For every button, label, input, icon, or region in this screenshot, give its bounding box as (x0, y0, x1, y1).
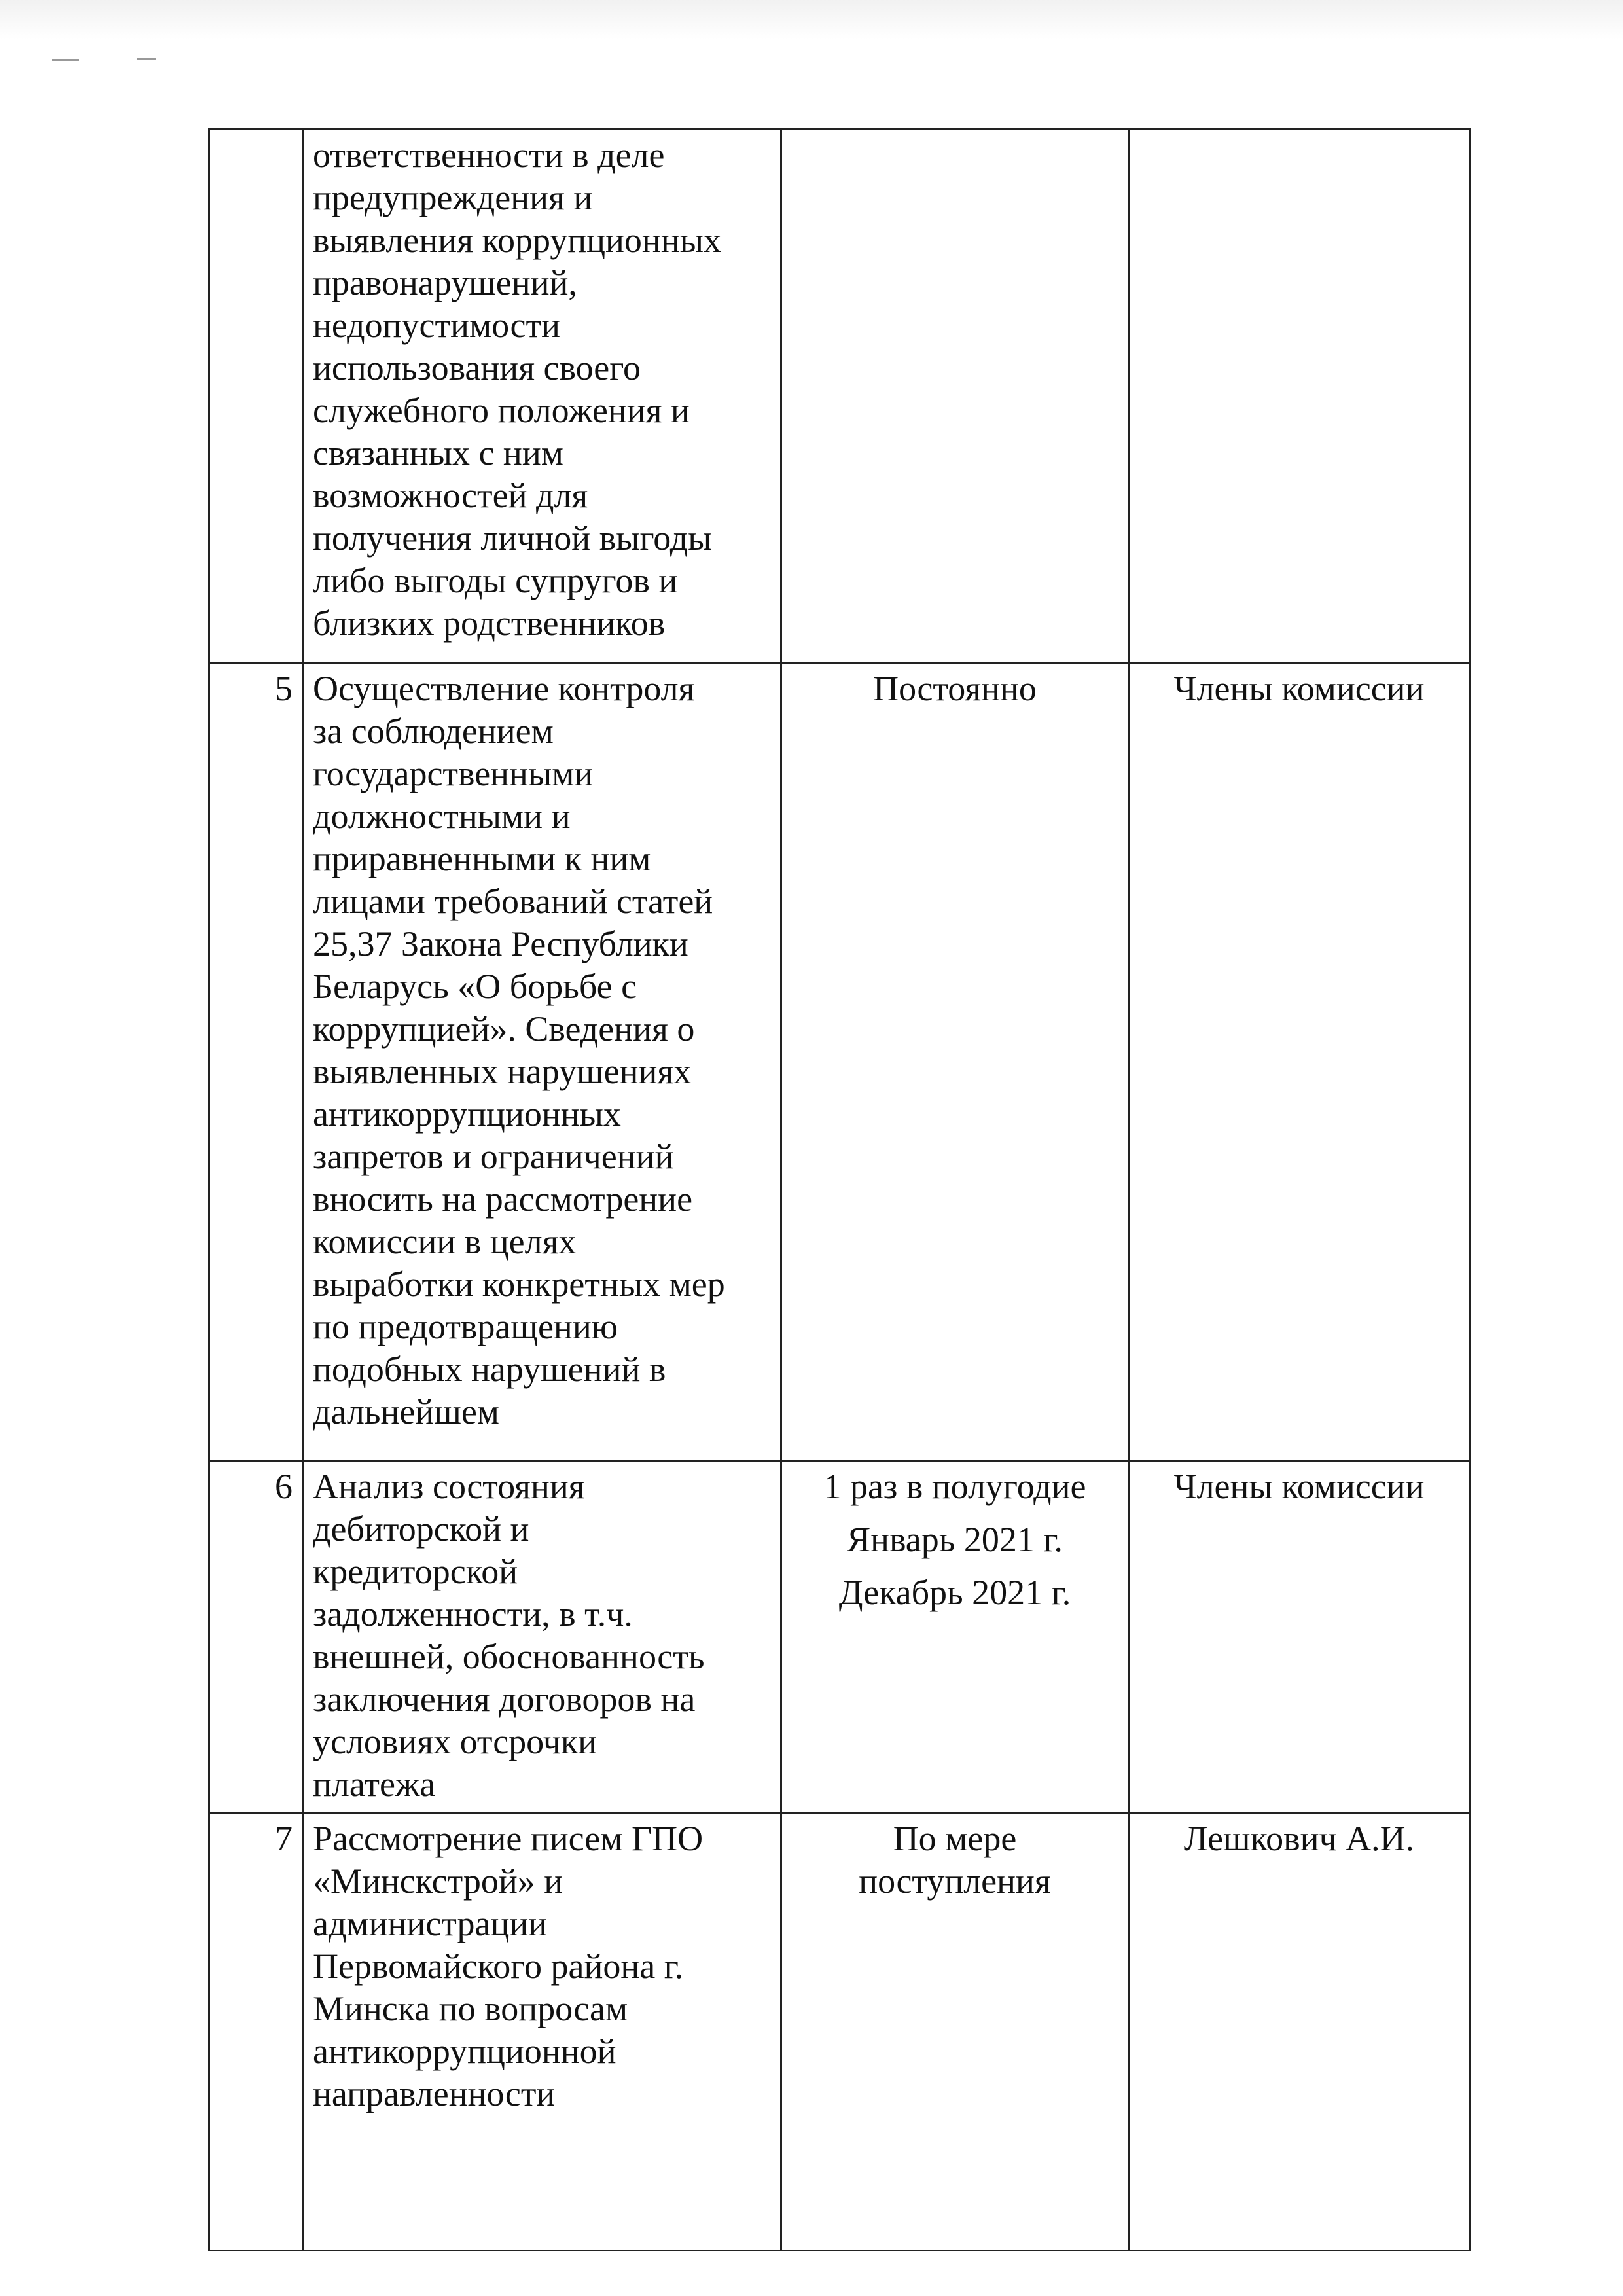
activity-line: дебиторской и (313, 1509, 529, 1549)
scan-artifact-mark (137, 58, 156, 60)
activity-line: либо выгоды супругов и (313, 561, 678, 600)
responsible-cell (1129, 1461, 1470, 1813)
term-line: поступления (859, 1861, 1051, 1901)
activity-line: государственными (313, 754, 594, 793)
responsible-text: Члены комиссии (1173, 669, 1425, 708)
activity-line: «Минскстрой» и (313, 1861, 563, 1901)
activity-line: Беларусь «О борьбе с (313, 967, 637, 1006)
activity-line: недопустимости (313, 306, 560, 345)
activity-line: задолженности, в т.ч. (313, 1594, 633, 1634)
activity-line: запретов и ограничений (313, 1137, 674, 1176)
activity-line: за соблюдением (313, 711, 554, 751)
activity-line: внешней, обоснованность (313, 1637, 705, 1676)
activity-cell (303, 663, 781, 1461)
activity-line: близких родственников (313, 603, 666, 643)
activity-line: заключения договоров на (313, 1679, 696, 1719)
activity-line: получения личной выгоды (313, 518, 712, 558)
activity-line: выявления коррупционных (313, 221, 722, 260)
activity-line: вносить на рассмотрение (313, 1179, 693, 1219)
responsible-text: Члены комиссии (1173, 1467, 1425, 1506)
activity-line: администрации (313, 1904, 548, 1943)
activity-line: должностными и (313, 797, 571, 836)
activity-line: направленности (313, 2074, 556, 2113)
responsible-cell (1129, 663, 1470, 1461)
scan-artifact-mark (52, 59, 79, 61)
row-number: 5 (275, 669, 293, 708)
activity-line: служебного положения и (313, 391, 690, 430)
term-cell (781, 663, 1129, 1461)
activity-cell (303, 1461, 781, 1813)
table-row (209, 130, 1470, 663)
row-number: 7 (275, 1819, 293, 1858)
term-cell (781, 1813, 1129, 2251)
term-line: 1 раз в полугодие (823, 1467, 1086, 1506)
activity-cell (303, 1813, 781, 2251)
activity-line: приравненными к ним (313, 839, 651, 878)
responsible-cell (1129, 130, 1470, 663)
activity-line: Анализ состояния (313, 1467, 585, 1506)
plan-table-container (208, 128, 1471, 2251)
activity-cell (303, 130, 781, 663)
table-row (209, 1813, 1470, 2251)
activity-line: условиях отсрочки (313, 1722, 597, 1761)
activity-line: ответственности в деле (313, 135, 665, 175)
activity-line: Рассмотрение писем ГПО (313, 1819, 704, 1858)
activity-line: выявленных нарушениях (313, 1052, 692, 1091)
activity-line: 25,37 Закона Республики (313, 924, 688, 963)
term-line: Январь 2021 г. (847, 1520, 1063, 1559)
activity-line: Осуществление контроля (313, 669, 695, 708)
row-number-cell (209, 1813, 303, 2251)
anticorruption-plan-table (208, 128, 1471, 2251)
activity-line: Первомайского района г. (313, 1946, 684, 1986)
activity-line: подобных нарушений в (313, 1350, 666, 1389)
row-number-cell (209, 663, 303, 1461)
responsible-cell (1129, 1813, 1470, 2251)
activity-line: использования своего (313, 348, 641, 387)
activity-line: кредиторской (313, 1552, 518, 1591)
activity-line: коррупцией». Сведения о (313, 1009, 695, 1049)
term-cell (781, 1461, 1129, 1813)
scan-artifact-band (0, 0, 1623, 39)
activity-line: Минска по вопросам (313, 1989, 628, 2028)
activity-line: возможностей для (313, 476, 588, 515)
row-number-cell (209, 1461, 303, 1813)
activity-line: антикоррупционной (313, 2032, 616, 2071)
activity-line: лицами требований статей (313, 882, 713, 921)
activity-line: выработки конкретных мер (313, 1265, 725, 1304)
activity-line: по предотвращению (313, 1307, 618, 1346)
table-row (209, 663, 1470, 1461)
activity-line: комиссии в целях (313, 1222, 577, 1261)
term-line: Постоянно (873, 669, 1037, 708)
term-line: По мере (893, 1819, 1017, 1858)
term-cell (781, 130, 1129, 663)
table-row (209, 1461, 1470, 1813)
activity-line: правонарушений, (313, 263, 577, 302)
activity-line: антикоррупционных (313, 1094, 621, 1134)
activity-line: дальнейшем (313, 1392, 499, 1431)
activity-line: связанных с ним (313, 433, 563, 473)
responsible-text: Лешкович А.И. (1183, 1819, 1415, 1858)
row-number: 6 (275, 1467, 293, 1506)
row-number-cell (209, 130, 303, 663)
activity-line: платежа (313, 1765, 436, 1804)
activity-line: предупреждения и (313, 178, 593, 217)
term-line: Декабрь 2021 г. (838, 1573, 1071, 1612)
